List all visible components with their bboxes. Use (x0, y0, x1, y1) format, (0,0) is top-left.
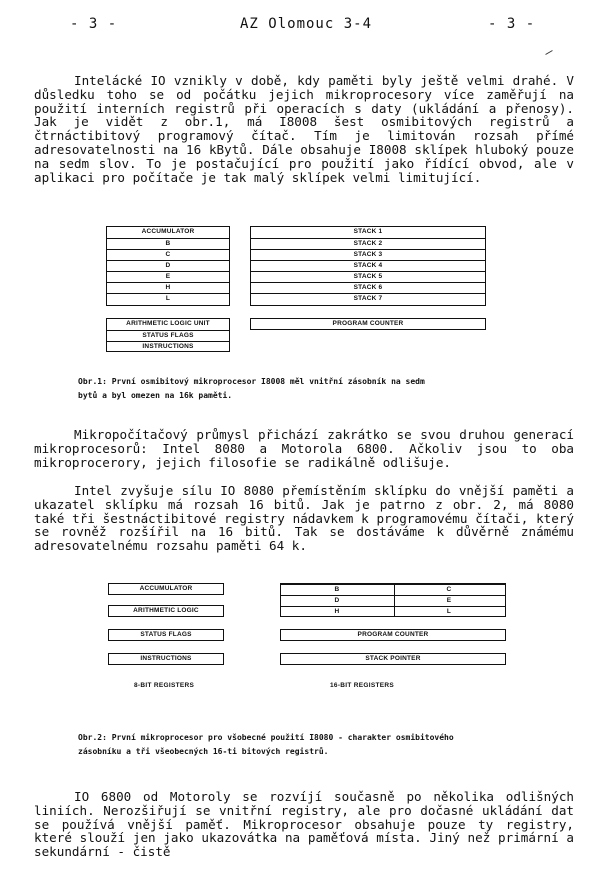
fig1-stack-3: STACK 3 (251, 249, 485, 260)
fig2-register-pairs (280, 583, 506, 617)
fig1-reg-e: E (107, 271, 229, 282)
fig1-reg-d: D (107, 260, 229, 271)
fig2-program-counter: PROGRAM COUNTER (280, 629, 506, 641)
fig1-program-counter: PROGRAM COUNTER (250, 318, 486, 330)
fig1-stack (250, 226, 486, 306)
fig2-instructions: INSTRUCTIONS (108, 653, 224, 665)
fig1-status-flags: STATUS FLAGS (107, 330, 229, 341)
paragraph-3: Intel zvyšuje sílu IO 8080 přemístěním sklípku do vnější paměti a ukazatel sklípku má rozsah 16 bitů. Jak je patrno z obr. 2, má 8080 také tři šestnáctibitové registry nádavkem k programovému čítači, který se rovněž rozšířil na 16 bitů. Tak se dostáváme k důvěrně známému adresovatelnému rozsahu paměti 64 k. (34, 483, 574, 554)
fig2-accumulator: ACCUMULATOR (108, 583, 224, 595)
fig1-caption-line1: Obr.1: První osmibitový mikroprocesor I8008 měl vnitřní zásobník na sedm (78, 377, 425, 386)
fig1-stack-2: STACK 2 (251, 238, 485, 249)
page-number-left: - 3 - (70, 16, 118, 32)
fig1-reg-l: L (107, 293, 229, 304)
fig1-stack-1: STACK 1 (353, 228, 383, 235)
fig1-alu-block (106, 318, 230, 352)
paragraph-4: IO 6800 od Motoroly se rozvíjí současně po několika odlišných liniích. Nerozšiřují se vnitřní registry, ale pro dočasné ukládání dat se používá vnější paměť. Mikroprocesor obsahuje pouze ty registry, které slouží jen jako ukazovátka na paměťová místa. Jiný než primární a sekundární - čistě (34, 789, 574, 860)
fig2-reg-l: L (393, 606, 505, 617)
fig1-register-file (106, 226, 230, 306)
fig2-caption-line1: Obr.2: První mikroprocesor pro všobecné použití I8080 - charakter osmibitového (78, 733, 454, 742)
fig1-reg-accumulator: ACCUMULATOR (141, 228, 195, 235)
fig1-reg-h: H (107, 282, 229, 293)
fig1-reg-b: B (107, 238, 229, 249)
fig1-stack-4: STACK 4 (251, 260, 485, 271)
fig2-reg-e: E (393, 595, 505, 606)
fig1-alu: ARITHMETIC LOGIC UNIT (126, 320, 210, 327)
fig2-reg-c: C (393, 584, 505, 595)
stray-mark (545, 50, 552, 55)
page-number-right: - 3 - (488, 16, 536, 32)
paragraph-1: Intelácké IO vznikly v době, kdy paměti byly ještě velmi drahé. V důsledku toho se od počátku jejich mikroprocesory více zaměřují na použití interních registrů při operacích s daty (ukládání a přenosy). Jak je vidět z obr.1, má I8008 šest osmibitových registrů a čtrnáctibitový programový čítač. Tím je limitován rozsah přímé adresovatelnosti na 16 kBytů. Dále obsahuje I8008 sklípek hluboký pouze na sedm slov. To je postačující pro použití jako řídící obvod, ale v aplikaci pro počítače je tak malý sklípek velmi limitující. (34, 73, 574, 185)
fig2-label-16bit: 16-BIT REGISTERS (330, 682, 395, 689)
fig2-caption-line2: zásobníku a tři všeobecných 16-ti bitových registrů. (78, 747, 329, 756)
fig2-reg-h: H (281, 606, 393, 617)
fig1-stack-5: STACK 5 (251, 271, 485, 282)
fig1-caption-line2: bytů a byl omezen na 16k paměti. (78, 391, 233, 400)
fig1-reg-c: C (107, 249, 229, 260)
fig2-reg-b: B (281, 584, 393, 595)
fig2-label-8bit: 8-BIT REGISTERS (134, 682, 195, 689)
paragraph-2: Mikropočítačový průmysl přichází zakrátko se svou druhou generací mikroprocesorů: Intel 8080 a Motorola 6800. Ačkoliv jsou to oba mikroprocerory, jejich filosofie se radikálně odlišuje. (34, 427, 574, 470)
fig1-stack-6: STACK 6 (251, 282, 485, 293)
fig2-stack-pointer: STACK POINTER (280, 653, 506, 665)
fig2-status-flags: STATUS FLAGS (108, 629, 224, 641)
fig1-stack-7: STACK 7 (251, 293, 485, 304)
page-header-title: AZ Olomouc 3-4 (240, 16, 373, 32)
fig2-reg-d: D (281, 595, 393, 606)
fig2-alu: ARITHMETIC LOGIC (108, 605, 224, 617)
fig1-instructions: INSTRUCTIONS (107, 341, 229, 352)
